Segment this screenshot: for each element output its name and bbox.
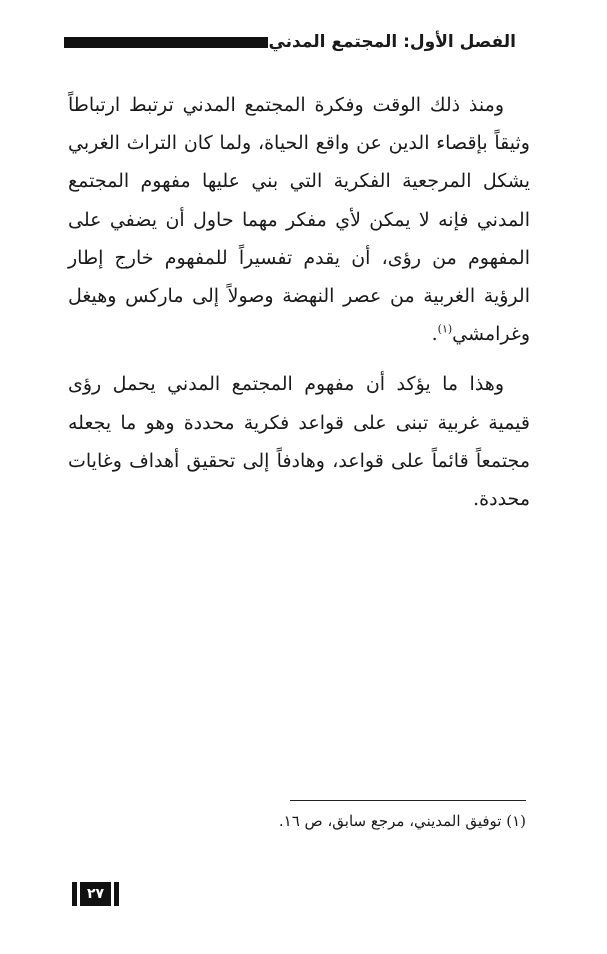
paragraph-2: وهذا ما يؤكد أن مفهوم المجتمع المدني يحمل رؤى قيمية غربية تبنى على قواعد فكرية محددة وهو ما يجعله مجتمعاً قائماً على قواعد، وهادفاً إلى تحقيق أهداف وغايات محددة. — [68, 373, 530, 511]
page-number-bar-left — [72, 882, 77, 906]
body-text — [68, 86, 530, 518]
paragraph-1 — [68, 86, 530, 353]
page-number-badge — [72, 882, 120, 906]
paragraph-1-text: ومنذ ذلك الوقت وفكرة المجتمع المدني ترتبط ارتباطاً وثيقاً بإقصاء الدين عن واقع الحياة، ولما كان التراث الغربي يشكل المرجعية الفكرية التي بني عليها مفهوم المجتمع المدني فإنه لا يمكن لأي مفكر مهما حاول أن يضفي على المفهوم من رؤى، أن يقدم تفسيراً للمفهوم خارج إطار الرؤية الغربية من عصر النهضة وصولاً إلى ماركس وهيغل وغرامشي — [68, 94, 530, 346]
footnote: (١) توفيق المديني، مرجع سابق، ص ١٦. — [278, 812, 526, 830]
chapter-title: الفصل الأول: المجتمع المدني — [268, 32, 516, 52]
page-number: ٢٧ — [80, 882, 111, 906]
footnote-separator — [290, 800, 526, 801]
paragraph-1-end: . — [431, 323, 438, 346]
page-number-bar-right — [114, 882, 119, 906]
header-rule-bar — [64, 37, 268, 48]
running-header — [64, 28, 526, 56]
footnote-reference: (١) — [437, 322, 453, 336]
